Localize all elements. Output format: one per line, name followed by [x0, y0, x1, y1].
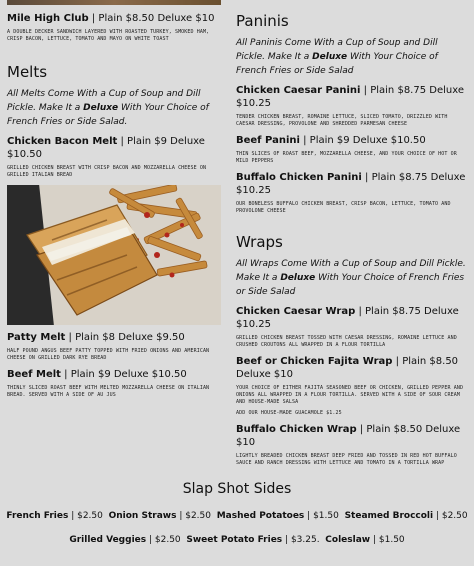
right-column [236, 0, 468, 467]
side-name: Coleslaw [325, 535, 371, 545]
item-description: THINLY SLICED ROAST BEEF WITH MELTED MOZZARELLA CHEESE ON ITALIAN BREAD. SERVED WITH A SIDE OF AU JUS [7, 385, 210, 398]
item-name: Patty Melt [7, 332, 66, 343]
item-description: THIN SLICES OF ROAST BEEF, MOZZARELLA CHEESE, AND YOUR CHOICE OF HOT OR MILD PEPPERS [236, 151, 457, 164]
side-price: $3.25 [290, 535, 317, 545]
item-name: Beef Panini [236, 135, 300, 146]
item-description: OUR BONELESS BUFFALO CHICKEN BREAST, CRISP BACON, LETTUCE, TOMATO AND PROVOLONE CHEESE [236, 201, 451, 214]
menu-item-fajita-wrap: Beef or Chicken Fajita Wrap | Plain $8.50 Deluxe $10 YOUR CHOICE OF EITHER FAJITA SEASONED BEEF OR CHICKEN, GRILLED PEPPER AND ONIONS ALL WRAPPED IN A FLOUR TORTILLA. SERVED WITH A SIDE OF SOUR CREAM AND HOUSE-MADE SALSA ADD OUR HOUSE-MADE GUACAMOLE $1.25 [236, 355, 468, 417]
menu-item-patty-melt: Patty Melt | Plain $8 Deluxe $9.50 HALF POUND ANGUS BEEF PATTY TOPPED WITH FRIED ONIONS AND AMERICAN CHEESE ON GRILLED DARK RYE BREAD [7, 331, 221, 362]
guacamole-addon: ADD OUR HOUSE-MADE GUACAMOLE $1.25 [236, 410, 342, 416]
side-price: $1.50 [378, 535, 405, 545]
panini-photo [7, 185, 221, 325]
top-photo-strip [7, 0, 221, 5]
item-description: GRILLED CHICKEN BREAST TOSSED WITH CAESAR DRESSING, ROMAINE LETTUCE AND CRUSHED CROUTONS ALL WRAPPED IN A FLOUR TORTILLA [236, 335, 457, 348]
item-description: TENDER CHICKEN BREAST, ROMAINE LETTUCE, SLICED TOMATO, DRIZZLED WITH CAESAR DRESSING, PROVOLONE AND SHREDDED PARMESAN CHEESE [236, 114, 448, 127]
section-heading-paninis: Paninis [236, 12, 289, 30]
side-price: $1.50 [313, 511, 339, 521]
side-name: French Fries [6, 511, 69, 521]
item-prices: Plain $8.50 Deluxe $10 [236, 356, 459, 380]
side-name: Steamed Broccoli [344, 511, 434, 521]
menu-item-buffalo-chicken-wrap: Buffalo Chicken Wrap | Plain $8.50 Deluxe $10 LIGHTLY BREADED CHICKEN BREAST DEEP FRIED AND TOSSED IN RED HOT BUFFALO SAUCE AND RANCH DRESSING WITH LETTUCE AND TOMATO IN A TORTILLA WRAP [236, 423, 468, 467]
item-prices: Plain $8 Deluxe $9.50 [75, 332, 185, 343]
sandwich-fries-image [7, 185, 221, 325]
item-description: GRILLED CHICKEN BREAST WITH CRISP BACON AND MOZZARELLA CHEESE ON GRILLED ITALIAN BREAD [7, 165, 207, 178]
item-name: Buffalo Chicken Wrap [236, 424, 357, 435]
side-name: Mashed Potatoes [216, 511, 305, 521]
section-heading-melts: Melts [7, 63, 48, 81]
item-prices: Plain $8.75 Deluxe $10.25 [236, 85, 464, 109]
melts-intro: All Melts Come With a Cup of Soup and Dill Pickle. Make It a Deluxe With Your Choice of French Fries or Side Salad. [7, 89, 209, 127]
menu-item-beef-panini: Beef Panini | Plain $9 Deluxe $10.50 THIN SLICES OF ROAST BEEF, MOZZARELLA CHEESE, AND YOUR CHOICE OF HOT OR MILD PEPPERS [236, 134, 468, 165]
item-name: Chicken Caesar Wrap [236, 306, 356, 317]
item-name: Chicken Bacon Melt [7, 136, 118, 147]
menu-item-chicken-bacon-melt: Chicken Bacon Melt | Plain $9 Deluxe $10.50 GRILLED CHICKEN BREAST WITH CRISP BACON AND MOZZARELLA CHEESE ON GRILLED ITALIAN BREAD [7, 135, 221, 179]
sides-section [0, 480, 474, 548]
item-prices: Plain $9 Deluxe $10.50 [70, 369, 187, 380]
item-name: Beef Melt [7, 369, 61, 380]
item-prices: Plain $8.75 Deluxe $10.25 [236, 172, 466, 196]
item-prices: Plain $8.50 Deluxe $10 [98, 13, 215, 24]
menu-item-mile-high: Mile High Club | Plain $8.50 Deluxe $10 A DOUBLE DECKER SANDWICH LAYERED WITH ROASTED TURKEY, SMOKED HAM, CRISP BACON, LETTUCE, TOMATO AND MAYO ON WHITE TOAST [7, 12, 221, 43]
item-name: Buffalo Chicken Panini [236, 172, 362, 183]
item-prices: Plain $9 Deluxe $10.50 [309, 135, 426, 146]
sides-line-1: French Fries | $2.50 Onion Straws | $2.50 Mashed Potatoes | $1.50 Steamed Broccoli | $2.50 [6, 511, 468, 521]
item-description: LIGHTLY BREADED CHICKEN BREAST DEEP FRIED AND TOSSED IN RED HOT BUFFALO SAUCE AND RANCH DRESSING WITH LETTUCE AND TOMATO IN A TORTILLA WRAP [236, 453, 457, 466]
section-heading-sides: Slap Shot Sides [182, 481, 292, 497]
section-heading-wraps: Wraps [236, 233, 283, 251]
wraps-intro: All Wraps Come With a Cup of Soup and Dill Pickle. Make It a Deluxe With Your Choice of French Fries or Side Salad [236, 259, 466, 297]
menu-item-buffalo-chicken-panini: Buffalo Chicken Panini | Plain $8.75 Deluxe $10.25 OUR BONELESS BUFFALO CHICKEN BREAST, CRISP BACON, LETTUCE, TOMATO AND PROVOLONE CHEESE [236, 171, 468, 215]
side-name: Onion Straws [108, 511, 177, 521]
sides-line-2: Grilled Veggies | $2.50 Sweet Potato Fries | $3.25. Coleslaw | $1.50 [69, 535, 405, 545]
side-name: Grilled Veggies [69, 535, 147, 545]
paninis-intro: All Paninis Come With a Cup of Soup and Dill Pickle. Make It a Deluxe With Your Choice of French Fries or Side Salad [236, 38, 438, 76]
side-name: Sweet Potato Fries [186, 535, 283, 545]
menu-item-chicken-caesar-wrap: Chicken Caesar Wrap | Plain $8.75 Deluxe $10.25 GRILLED CHICKEN BREAST TOSSED WITH CAESAR DRESSING, ROMAINE LETTUCE AND CRUSHED CROUTONS ALL WRAPPED IN A FLOUR TORTILLA [236, 305, 468, 349]
item-prices: Plain $8.75 Deluxe $10.25 [236, 306, 459, 330]
item-name: Chicken Caesar Panini [236, 85, 361, 96]
side-price: $2.50 [154, 535, 181, 545]
left-column [7, 0, 221, 399]
menu-item-chicken-caesar-panini: Chicken Caesar Panini | Plain $8.75 Deluxe $10.25 TENDER CHICKEN BREAST, ROMAINE LETTUCE, SLICED TOMATO, DRIZZLED WITH CAESAR DRESSING, PROVOLONE AND SHREDDED PARMESAN CHEESE [236, 84, 468, 128]
item-description: A DOUBLE DECKER SANDWICH LAYERED WITH ROASTED TURKEY, SMOKED HAM, CRISP BACON, LETTUCE, TOMATO AND MAYO ON WHITE TOAST [7, 29, 210, 42]
item-name: Beef or Chicken Fajita Wrap [236, 356, 393, 367]
item-description: YOUR CHOICE OF EITHER FAJITA SEASONED BEEF OR CHICKEN, GRILLED PEPPER AND ONIONS ALL WRAPPED IN A FLOUR TORTILLA. SERVED WITH A SIDE OF SOUR CREAM AND HOUSE-MADE SALSA [236, 385, 464, 405]
item-description: HALF POUND ANGUS BEEF PATTY TOPPED WITH FRIED ONIONS AND AMERICAN CHEESE ON GRILLED DARK RYE BREAD [7, 348, 210, 361]
item-prices: Plain $9 Deluxe $10.50 [7, 136, 205, 160]
side-price: $2.50 [77, 511, 103, 521]
side-price: $2.50 [441, 511, 468, 521]
side-price: $2.50 [185, 511, 211, 521]
item-prices: Plain $8.50 Deluxe $10 [236, 424, 461, 448]
item-name: Mile High Club [7, 13, 89, 24]
menu-item-beef-melt: Beef Melt | Plain $9 Deluxe $10.50 THINLY SLICED ROAST BEEF WITH MELTED MOZZARELLA CHEESE ON ITALIAN BREAD. SERVED WITH A SIDE OF AU JUS [7, 368, 221, 399]
